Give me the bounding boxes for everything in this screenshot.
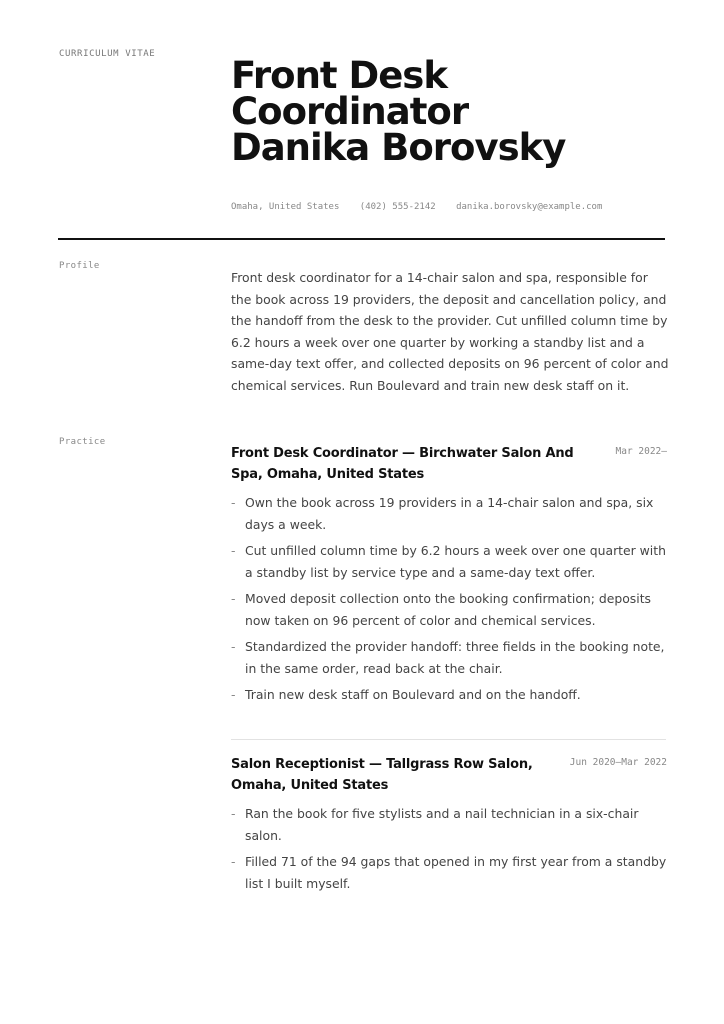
title-line: Danika Borovsky: [231, 126, 566, 169]
job-title: Salon Receptionist — Tallgrass Row Salon, Omaha, United States: [231, 757, 533, 793]
page-title: [231, 54, 691, 169]
job-dates: Jun 2020–Mar 2022: [569, 757, 667, 768]
job-entry: [231, 443, 667, 711]
section-label-practice: Practice: [59, 437, 106, 447]
job-bullets: [231, 492, 667, 706]
list-item: - Cut unfilled column time by 6.2 hours a week over one quarter with a standby list by service type and a same-day text offer.: [231, 540, 667, 583]
contact-phone: (402) 555-2142: [359, 202, 436, 212]
job-header: [231, 754, 667, 796]
contact-line: [231, 202, 617, 212]
job-entry: [231, 754, 667, 899]
job-divider: [231, 739, 666, 740]
contact-email[interactable]: danika.borovsky@example.com: [456, 202, 603, 212]
list-item: - Own the book across 19 providers in a 14-chair salon and spa, six days a week.: [231, 492, 667, 535]
list-item: - Train new desk staff on Boulevard and on the handoff.: [231, 684, 667, 706]
document-kicker: CURRICULUM VITAE: [59, 49, 156, 59]
list-item: - Ran the book for five stylists and a nail technician in a six-chair salon.: [231, 803, 667, 846]
job-header: [231, 443, 667, 485]
job-title: Front Desk Coordinator — Birchwater Salon And Spa, Omaha, United States: [231, 446, 574, 482]
contact-location: Omaha, United States: [231, 202, 340, 212]
title-line: Coordinator: [231, 90, 469, 133]
list-item: - Standardized the provider handoff: three fields in the booking note, in the same order, read back at the chair.: [231, 636, 667, 679]
profile-summary: Front desk coordinator for a 14-chair salon and spa, responsible for the book across 19 providers, the deposit and cancellation policy, and the handoff from the desk to the provider. Cut unfilled column time by 6.2 hours a week over one quarter by working a standby list and a same-day text offer, and collected deposits on 96 percent of color and chemical services. Run Boulevard and train new desk staff on it.: [231, 270, 669, 393]
section-label-profile: Profile: [59, 261, 100, 271]
title-line: Front Desk: [231, 54, 447, 97]
header-divider: [58, 238, 665, 240]
job-bullets: [231, 803, 667, 894]
list-item: - Moved deposit collection onto the booking confirmation; deposits now taken on 96 percent of color and chemical services.: [231, 588, 667, 631]
job-dates: Mar 2022–: [615, 446, 667, 457]
list-item: - Filled 71 of the 94 gaps that opened in my first year from a standby list I built myself.: [231, 851, 667, 894]
